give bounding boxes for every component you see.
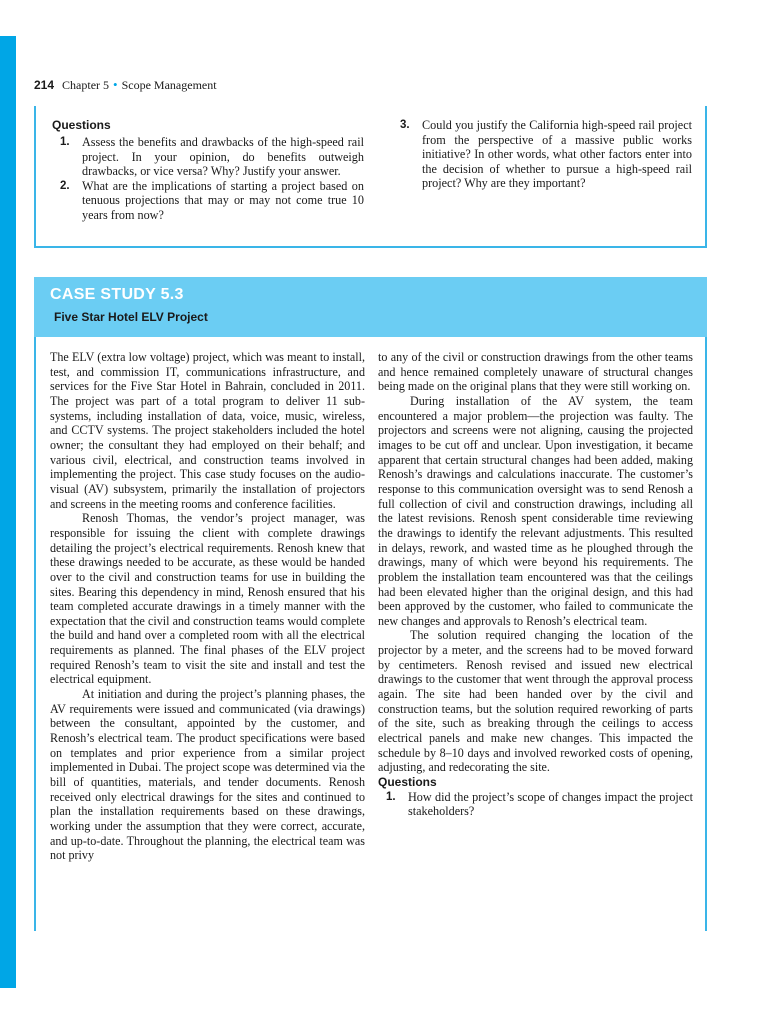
body-paragraph: During installation of the AV system, the team encountered a major problem—the projection was faulty. The projectors and screens were not aligning, causing the projected images to be cut off and unclear. Upon investigation, it became apparent that certain structural changes had been added, making Renosh’s drawings and calculations inaccurate. The customer’s response to this communication oversight was to send Renosh a full collection of civil and construction drawings, including all the latest revisions. Renosh spent considerable time reviewing the drawings to identify the relevant adjustments. This resulted in delays, rework, and wasted time as he ploughed through the drawings, many of which were beyond his requirements. The problem the installation team encountered was that the ceilings had been elevated higher than the original design, and this had been approved by the customer, who failed to communicate the new changes and approvals to Renosh’s electrical team. [378,393,693,628]
body-paragraph: The ELV (extra low voltage) project, which was meant to install, test, and commission IT, communications infrastructure, and services for the Five Star Hotel in Bahrain, concluded in 2011. The project was part of a total program to deliver 11 sub-systems, including installation of data, voice, music, wireless, and CCTV systems. The project stakeholders included the hotel owner; the consultant they had employed on their behalf; and various civil, electrical, and construction teams involved in implementing the project. This case study focuses on the audio-visual (AV) subsystem, primarily the installation of projectors and screens in the meeting rooms and conference facilities. [50,350,365,511]
page-edge-bar [0,36,16,988]
prior-questions-box [34,106,707,248]
case-study-banner [34,277,707,337]
prior-questions-heading: Questions [52,118,111,132]
case-questions-heading: Questions [378,775,437,790]
prior-question-3 [392,118,692,191]
case-study-title: CASE STUDY 5.3 [50,286,184,303]
prior-question-1-text: Assess the benefits and drawbacks of the high-speed rail project. In your opinion, do benefits outweigh drawbacks, or vice versa? Why? Justify your answer. [82,135,364,179]
running-head [34,77,217,93]
prior-question-2-text: What are the implications of starting a project based on tenuous projections that may or may not come true 10 years from now? [82,178,364,222]
prior-question-2-number: 2. [60,179,70,192]
chapter-label: Chapter 5 [62,78,110,92]
body-paragraph: Renosh Thomas, the vendor’s project manager, was responsible for issuing the client with complete drawings detailing the project’s electrical requirements. Renosh knew that these drawings needed to be accurate, as these would be handed over to the civil and construction teams for use in building the sites. Bearing this dependency in mind, Renosh ensured that his team completed accurate drawings in a timely manner with the expectation that the civil and construction teams would complete the build and hand over a completed room with all the electrical requirements as planned. The final phases of the ELV project required Renosh’s team to visit the site and install and test the electrical equipment. [50,511,365,687]
page-number: 214 [34,78,55,92]
case-study-subtitle: Five Star Hotel ELV Project [54,310,208,324]
case-question-1-text: How did the project’s scope of changes impact the project stakeholders? [408,789,693,819]
prior-question-3-number: 3. [400,119,410,131]
case-question-1 [378,790,693,819]
case-question-1-number: 1. [386,790,396,803]
prior-question-2 [52,179,364,223]
body-paragraph: to any of the civil or construction drawings from the other teams and hence remained completely unaware of structural changes being made on the original plans that they were still working on. [378,350,693,394]
body-left-column [50,350,365,863]
case-study-body [34,337,707,931]
body-paragraph: At initiation and during the project’s planning phases, the AV requirements were issued and communicated (via drawings) between the consultant, appointed by the customer, and Renosh’s electrical team. The product specifications were based on templates and prior experience from a similar project implemented in Dubai. The project scope was determined via the bill of quantities, materials, and tender documents. Renosh received only electrical drawings for the sites and continued to plan the installation requirements based on these drawings, working under the assumption that they were correct, accurate, and up-to-date. Throughout the planning, the electrical team was not privy [50,687,365,863]
prior-question-3-text: Could you justify the California high-speed rail project from the perspective of a massive public works initiative? In other words, what other factors enter into the decision of whether to pursue a high-speed rail project? Why are they important? [422,118,692,191]
prior-questions-right-column [392,118,692,191]
section-label: Scope Management [121,78,217,92]
separator-dot: • [113,77,118,92]
prior-question-1-number: 1. [60,136,70,148]
prior-questions-left-column [52,118,364,223]
body-right-column [378,350,693,819]
prior-question-1 [52,135,364,179]
body-paragraph: The solution required changing the location of the projector by a meter, and the screens had to be moved forward by centimeters. Renosh revised and issued new electrical drawings to the customer that went through the approval process again. The site had been handed over by the civil and construction teams, but the solution required reworking of parts of the site, such as breaking through the ceilings to access electrical panels and make new changes. This impacted the schedule by 8–10 days and involved reworked costs of opening, adjusting, and redecorating the site. [378,628,693,775]
